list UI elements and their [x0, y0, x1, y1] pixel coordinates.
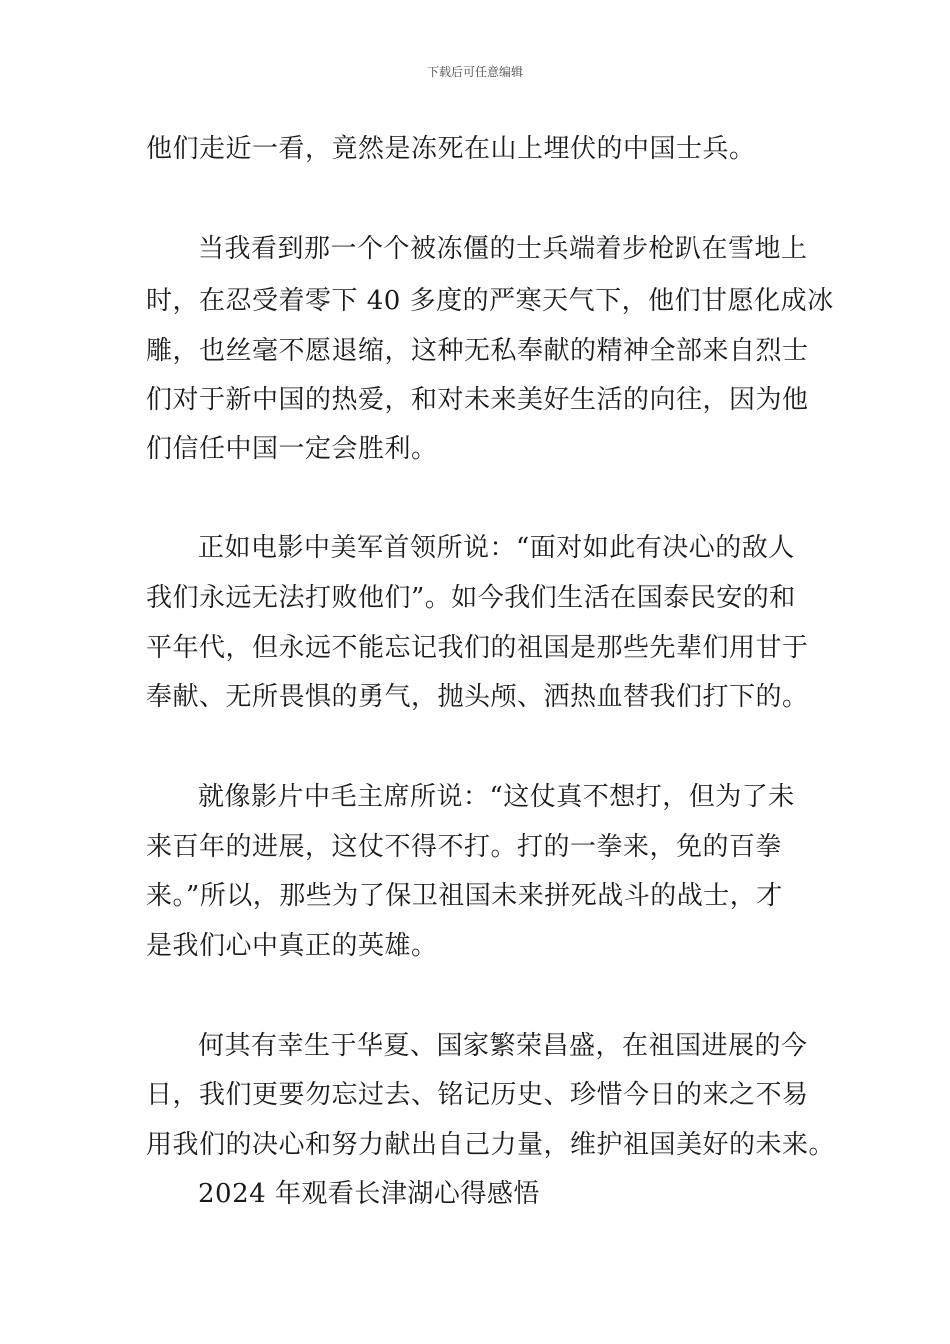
paragraph-5-line-2: 日，我们更要勿忘过去、铭记历史、珍惜今日的来之不易 [146, 1080, 809, 1110]
paragraph-4-line-3: 来。”所以，那些为了保卫祖国未来拼死战斗的战士，才 [146, 881, 783, 911]
header-note: 下载后可任意编辑 [426, 65, 523, 79]
paragraph-5-line-1: 何其有幸生于华夏、国家繁荣昌盛，在祖国进展的今 [198, 1031, 808, 1061]
paragraph-2-line-2: 时，在忍受着零下 40 多度的严寒天气下，他们甘愿化成冰 [146, 286, 834, 316]
paragraph-5-line-3: 用我们的决心和努力献出自己力量，维护祖国美好的未来。 [146, 1130, 836, 1160]
next-section-title: 2024 年观看长津湖心得感悟 [198, 1179, 540, 1209]
paragraph-3-line-2: 我们永远无法打败他们”。如今我们生活在国泰民安的和 [146, 583, 796, 613]
paragraph-3-line-1: 正如电影中美军首领所说：“面对如此有决心的敌人 [198, 533, 795, 563]
paragraph-4-line-2: 来百年的进展，这仗不得不打。打的一拳来，免的百拳 [146, 832, 783, 862]
paragraph-2-line-3: 雕，也丝毫不愿退缩，这种无私奉献的精神全部来自烈士 [146, 336, 809, 366]
paragraph-3-line-3: 平年代，但永远不能忘记我们的祖国是那些先辈们用甘于 [146, 633, 809, 663]
paragraph-2-line-5: 们信任中国一定会胜利。 [146, 434, 438, 464]
paragraph-1-line-1: 他们走近一看，竟然是冻死在山上埋伏的中国士兵。 [146, 134, 756, 164]
paragraph-3-line-4: 奉献、无所畏惧的勇气，抛头颅、洒热血替我们打下的。 [146, 682, 809, 712]
paragraph-4-line-1: 就像影片中毛主席所说：“这仗真不想打，但为了未 [198, 782, 795, 812]
paragraph-4-line-4: 是我们心中真正的英雄。 [146, 931, 438, 961]
paragraph-2-line-1: 当我看到那一个个被冻僵的士兵端着步枪趴在雪地上 [198, 234, 808, 264]
paragraph-2-line-4: 们对于新中国的热爱，和对未来美好生活的向往，因为他 [146, 385, 809, 415]
